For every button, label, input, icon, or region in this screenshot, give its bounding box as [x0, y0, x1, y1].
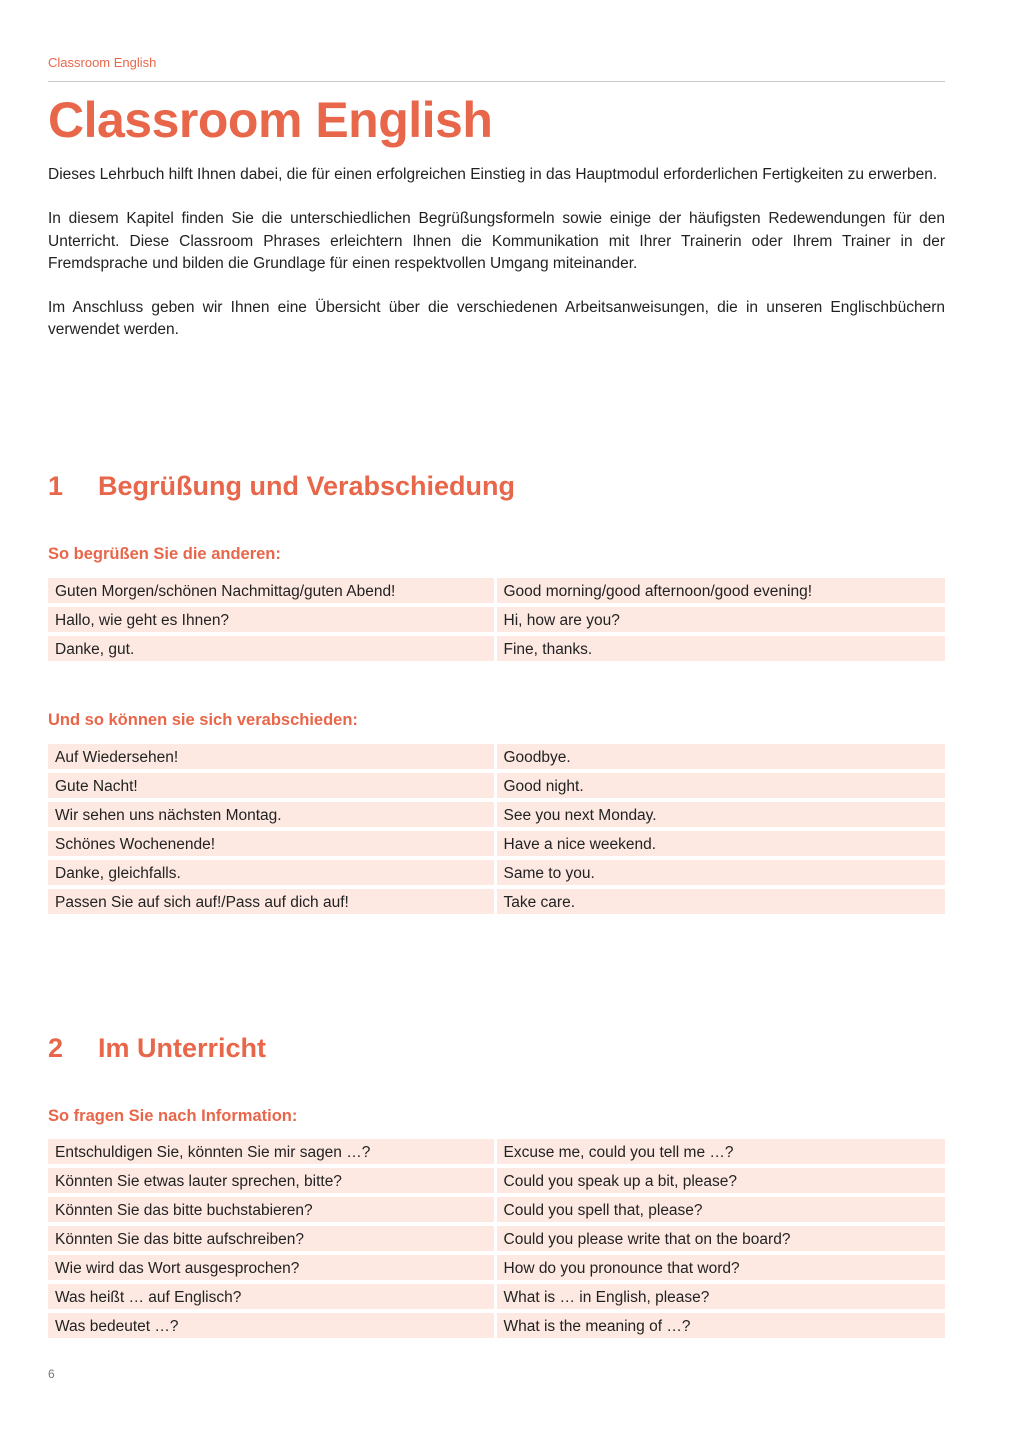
farewells-table	[48, 744, 945, 918]
information-table	[48, 1139, 945, 1342]
table-row	[48, 1168, 945, 1197]
section-number: 1	[48, 471, 64, 501]
subheading-greetings: So begrüßen Sie die anderen:	[48, 545, 281, 563]
subheading-farewells: Und so können sie sich verabschieden:	[48, 711, 358, 729]
english-phrase: Could you speak up a bit, please?	[497, 1168, 946, 1195]
section-number: 2	[48, 1033, 64, 1063]
table-row	[48, 889, 945, 918]
german-phrase: Was bedeutet …?	[48, 1313, 494, 1340]
page-title: Classroom English	[48, 92, 493, 148]
german-phrase: Danke, gleichfalls.	[48, 860, 494, 887]
section-title: Im Unterricht	[98, 1033, 267, 1063]
section-heading-2	[48, 1031, 266, 1065]
section-heading-1	[48, 469, 515, 503]
table-row	[48, 831, 945, 860]
english-phrase: Take care.	[497, 889, 946, 916]
german-phrase: Könnten Sie etwas lauter sprechen, bitte?	[48, 1168, 494, 1195]
german-phrase: Schönes Wochenende!	[48, 831, 494, 858]
table-row	[48, 1313, 945, 1342]
german-phrase: Könnten Sie das bitte buchstabieren?	[48, 1197, 494, 1224]
english-phrase: Good morning/good afternoon/good evening!	[497, 578, 946, 605]
table-row	[48, 1284, 945, 1313]
german-phrase: Was heißt … auf Englisch?	[48, 1284, 494, 1311]
subheading-information: So fragen Sie nach Information:	[48, 1107, 298, 1125]
table-row	[48, 1255, 945, 1284]
english-phrase: Good night.	[497, 773, 946, 800]
german-phrase: Könnten Sie das bitte aufschreiben?	[48, 1226, 494, 1253]
table-row	[48, 607, 945, 636]
english-phrase: How do you pronounce that word?	[497, 1255, 946, 1282]
table-row	[48, 744, 945, 773]
header-rule	[48, 81, 945, 82]
page-number: 6	[48, 1367, 55, 1381]
section-title: Begrüßung und Verabschiedung	[98, 471, 516, 501]
german-phrase: Hallo, wie geht es Ihnen?	[48, 607, 494, 634]
table-row	[48, 802, 945, 831]
intro-text	[48, 164, 945, 364]
german-phrase: Passen Sie auf sich auf!/Pass auf dich auf!	[48, 889, 494, 916]
english-phrase: Goodbye.	[497, 744, 946, 771]
intro-paragraph: Dieses Lehrbuch hilft Ihnen dabei, die für einen erfolgreichen Einstieg in das Hauptmodul erforderlichen Fertigkeiten zu erwerben.	[48, 166, 938, 183]
running-head: Classroom English	[48, 55, 157, 70]
german-phrase: Danke, gut.	[48, 636, 494, 663]
table-row	[48, 1226, 945, 1255]
english-phrase: Same to you.	[497, 860, 946, 887]
english-phrase: Could you please write that on the board?	[497, 1226, 946, 1253]
table-row	[48, 578, 945, 607]
english-phrase: Excuse me, could you tell me …?	[497, 1139, 946, 1166]
english-phrase: Fine, thanks.	[497, 636, 946, 663]
english-phrase: What is the meaning of …?	[497, 1313, 946, 1340]
english-phrase: What is … in English, please?	[497, 1284, 946, 1311]
greetings-table	[48, 578, 945, 665]
table-row	[48, 1197, 945, 1226]
table-row	[48, 773, 945, 802]
intro-paragraph: Im Anschluss geben wir Ihnen eine Übersicht über die verschiedenen Arbeitsanweisungen, die in unseren Englischbüchern verwendet werden.	[48, 299, 945, 339]
german-phrase: Guten Morgen/schönen Nachmittag/guten Abend!	[48, 578, 494, 605]
english-phrase: Hi, how are you?	[497, 607, 946, 634]
english-phrase: Could you spell that, please?	[497, 1197, 946, 1224]
table-row	[48, 636, 945, 665]
intro-paragraph: In diesem Kapitel finden Sie die unterschiedlichen Begrüßungsformeln sowie einige der häufigsten Redewendungen für den Unterricht. Diese Classroom Phrases erleichtern Ihnen die Kommunikation mit Ihrer Trainerin oder Ihrem Trainer in der Fremdsprache und bilden die Grundlage für einen respektvollen Umgang miteinander.	[48, 210, 945, 272]
table-row	[48, 1139, 945, 1168]
table-row	[48, 860, 945, 889]
german-phrase: Wie wird das Wort ausgesprochen?	[48, 1255, 494, 1282]
german-phrase: Entschuldigen Sie, könnten Sie mir sagen …?	[48, 1139, 494, 1166]
english-phrase: See you next Monday.	[497, 802, 946, 829]
german-phrase: Wir sehen uns nächsten Montag.	[48, 802, 494, 829]
english-phrase: Have a nice weekend.	[497, 831, 946, 858]
german-phrase: Gute Nacht!	[48, 773, 494, 800]
german-phrase: Auf Wiedersehen!	[48, 744, 494, 771]
